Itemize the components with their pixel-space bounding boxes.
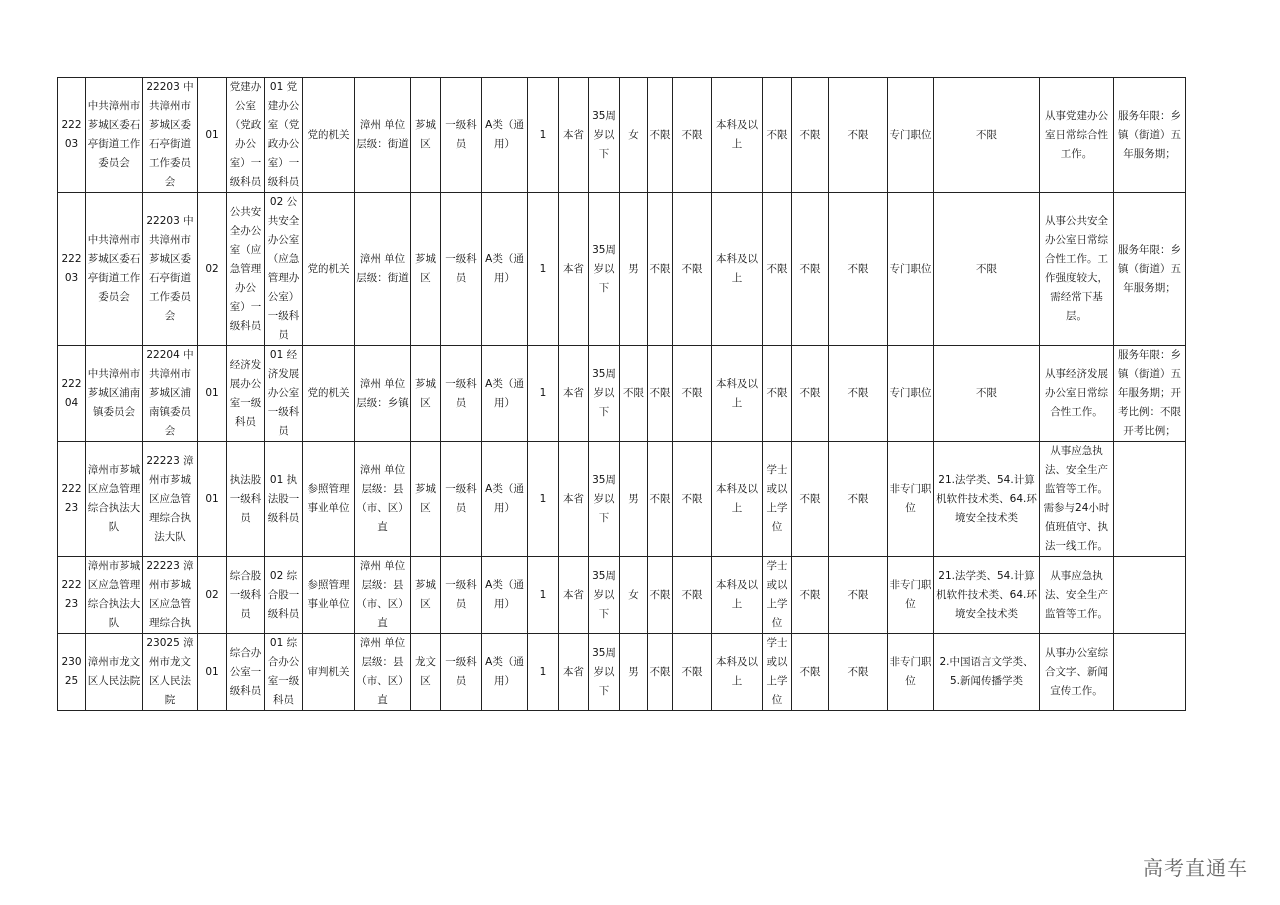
table-cell: A类（通用） [482, 634, 528, 711]
table-cell: 不限 [829, 442, 888, 557]
table-cell: 女 [620, 557, 648, 634]
table-cell: 1 [528, 193, 559, 346]
table-cell: 本省 [559, 634, 589, 711]
table-cell: 学士或以上学位 [763, 557, 792, 634]
table-cell: 党的机关 [303, 346, 355, 442]
table-cell: 不限 [648, 193, 673, 346]
table-cell: 非专门职位 [888, 634, 934, 711]
table-cell: 本科及以上 [712, 634, 763, 711]
table-cell: 不限 [673, 557, 712, 634]
table-cell: 1 [528, 78, 559, 193]
table-cell: 参照管理事业单位 [303, 442, 355, 557]
table-cell: 35周岁以下 [589, 442, 620, 557]
table-cell: 不限 [763, 346, 792, 442]
table-cell: 从事办公室综合文字、新闻宣传工作。 [1040, 634, 1114, 711]
table-cell: 本省 [559, 193, 589, 346]
table-cell: 不限 [792, 442, 829, 557]
table-cell: 不限 [648, 634, 673, 711]
table-cell: 23025 漳州市龙文区人民法院 [143, 634, 198, 711]
table-cell: 不限 [763, 193, 792, 346]
table-cell: 综合办公室一级科员 [227, 634, 265, 711]
table-cell: 一级科员 [441, 634, 482, 711]
table-cell: 一级科员 [441, 442, 482, 557]
table-cell: 女 [620, 78, 648, 193]
table-cell: 服务年限：乡镇（街道）五年服务期； [1114, 193, 1186, 346]
table-row [58, 557, 1186, 634]
recruitment-table [57, 77, 1186, 711]
table-cell: 35周岁以下 [589, 78, 620, 193]
table-cell: 漳州市芗城区应急管理综合执法大队 [86, 442, 143, 557]
table-cell: 龙文区 [411, 634, 441, 711]
table-cell: 漳州 单位层级：乡镇 [355, 346, 411, 442]
table-cell: 专门职位 [888, 78, 934, 193]
table-cell: 02 [198, 193, 227, 346]
table-cell: 不限 [673, 634, 712, 711]
table-cell: 01 [198, 634, 227, 711]
table-row [58, 193, 1186, 346]
table-cell: 01 党建办公室（党政办公室）一级科员 [265, 78, 303, 193]
table-cell: 漳州 单位层级：县（市、区）直 [355, 442, 411, 557]
table-cell: 从事党建办公室日常综合性工作。 [1040, 78, 1114, 193]
table-cell: 服务年限：乡镇（街道）五年服务期； [1114, 78, 1186, 193]
table-cell: 本省 [559, 78, 589, 193]
table-cell: 不限 [648, 78, 673, 193]
table-cell: 漳州 单位层级：县（市、区）直 [355, 557, 411, 634]
table-cell: 不限 [934, 193, 1040, 346]
table-cell: 22223 漳州市芗城区应急管理综合执 [143, 557, 198, 634]
table-cell: 漳州 单位层级：县（市、区）直 [355, 634, 411, 711]
table-cell: A类（通用） [482, 557, 528, 634]
table-cell: 22223 [58, 557, 86, 634]
table-cell: 一级科员 [441, 193, 482, 346]
table-cell: 中共漳州市芗城区委石亭街道工作委员会 [86, 78, 143, 193]
table-cell: 1 [528, 557, 559, 634]
table-cell: 不限 [934, 78, 1040, 193]
table-cell: 综合股一级科员 [227, 557, 265, 634]
table-cell: 男 [620, 442, 648, 557]
table-cell: 不限 [792, 78, 829, 193]
table-cell: 本省 [559, 346, 589, 442]
table-cell: 21.法学类、54.计算机软件技术类、64.环境安全技术类 [934, 442, 1040, 557]
table-cell: 芗城区 [411, 442, 441, 557]
table-cell: 35周岁以下 [589, 193, 620, 346]
table-cell: 专门职位 [888, 346, 934, 442]
table-cell: 中共漳州市芗城区委石亭街道工作委员会 [86, 193, 143, 346]
table-cell: 党的机关 [303, 78, 355, 193]
table-cell: 不限 [792, 193, 829, 346]
table-cell: 01 经济发展办公室一级科员 [265, 346, 303, 442]
table-row [58, 346, 1186, 442]
table-row [58, 634, 1186, 711]
table-cell: 22204 [58, 346, 86, 442]
watermark: 高考直通车 [1143, 856, 1248, 880]
table-cell: 不限 [673, 78, 712, 193]
table-cell: A类（通用） [482, 193, 528, 346]
table-cell: 芗城区 [411, 346, 441, 442]
table-cell: 芗城区 [411, 78, 441, 193]
table-cell: 本科及以上 [712, 442, 763, 557]
table-cell [1114, 442, 1186, 557]
table-cell: 不限 [934, 346, 1040, 442]
table-cell [1114, 634, 1186, 711]
table-cell: 1 [528, 346, 559, 442]
table-cell: A类（通用） [482, 442, 528, 557]
table-cell: 35周岁以下 [589, 557, 620, 634]
table-cell: 不限 [792, 346, 829, 442]
table-cell: 从事公共安全办公室日常综合性工作。工作强度较大，需经常下基层。 [1040, 193, 1114, 346]
table-cell: 男 [620, 193, 648, 346]
table-cell: A类（通用） [482, 346, 528, 442]
table-cell: 22203 中共漳州市芗城区委石亭街道工作委员会 [143, 78, 198, 193]
table-cell: 从事应急执法、安全生产监管等工作。 [1040, 557, 1114, 634]
table-cell: 不限 [648, 442, 673, 557]
table-cell: 02 公共安全办公室（应急管理办公室）一级科员 [265, 193, 303, 346]
table-cell: 22203 [58, 193, 86, 346]
table-cell: 经济发展办公室一级科员 [227, 346, 265, 442]
table-cell: 芗城区 [411, 557, 441, 634]
table-cell: 本科及以上 [712, 78, 763, 193]
table-cell: 本省 [559, 442, 589, 557]
table-cell: 一级科员 [441, 557, 482, 634]
table-cell: 执法股一级科员 [227, 442, 265, 557]
table-cell: 01 [198, 442, 227, 557]
table-cell: 不限 [763, 78, 792, 193]
table-cell: 不限 [829, 557, 888, 634]
table-cell: 不限 [620, 346, 648, 442]
table-cell: 一级科员 [441, 346, 482, 442]
table-cell: 不限 [792, 634, 829, 711]
table-cell: 不限 [648, 346, 673, 442]
table-cell: 本科及以上 [712, 193, 763, 346]
table-cell: 22203 中共漳州市芗城区委石亭街道工作委员会 [143, 193, 198, 346]
table-cell: 不限 [673, 346, 712, 442]
table-row [58, 78, 1186, 193]
table-cell: 不限 [829, 634, 888, 711]
table-cell: 1 [528, 442, 559, 557]
table-cell: 01 [198, 78, 227, 193]
table-cell: 不限 [673, 442, 712, 557]
table-row [58, 442, 1186, 557]
table-cell: 01 执法股一级科员 [265, 442, 303, 557]
table-cell: 本科及以上 [712, 557, 763, 634]
table-cell: 中共漳州市芗城区浦南镇委员会 [86, 346, 143, 442]
table-cell: 35周岁以下 [589, 634, 620, 711]
table-cell: 2.中国语言文学类、5.新闻传播学类 [934, 634, 1040, 711]
table-cell: 不限 [792, 557, 829, 634]
table-cell: 22223 漳州市芗城区应急管理综合执法大队 [143, 442, 198, 557]
table-cell: 本科及以上 [712, 346, 763, 442]
table-cell: 01 综合办公室一级科员 [265, 634, 303, 711]
table-cell: 一级科员 [441, 78, 482, 193]
table-cell: 02 综合股一级科员 [265, 557, 303, 634]
table-cell: 专门职位 [888, 193, 934, 346]
table-cell [1114, 557, 1186, 634]
table-cell: 党的机关 [303, 193, 355, 346]
table-cell: 漳州市龙文区人民法院 [86, 634, 143, 711]
table-cell: 22203 [58, 78, 86, 193]
table-cell: 从事应急执法、安全生产监管等工作。需参与24小时值班值守、执法一线工作。 [1040, 442, 1114, 557]
table-cell: 1 [528, 634, 559, 711]
table-cell: 不限 [829, 193, 888, 346]
table-cell: 芗城区 [411, 193, 441, 346]
table-cell: 漳州 单位层级：街道 [355, 78, 411, 193]
table-cell: 非专门职位 [888, 442, 934, 557]
table-cell: 02 [198, 557, 227, 634]
table-cell: 不限 [673, 193, 712, 346]
table-cell: 不限 [829, 78, 888, 193]
table-cell: 35周岁以下 [589, 346, 620, 442]
table-cell: 22204 中共漳州市芗城区浦南镇委员会 [143, 346, 198, 442]
table-cell: 非专门职位 [888, 557, 934, 634]
table-cell: 服务年限：乡镇（街道）五年服务期；开考比例：不限开考比例； [1114, 346, 1186, 442]
table-cell: 男 [620, 634, 648, 711]
table-cell: A类（通用） [482, 78, 528, 193]
table-cell: 漳州市芗城区应急管理综合执法大队 [86, 557, 143, 634]
table-cell: 01 [198, 346, 227, 442]
table-cell: 党建办公室（党政办公室）一级科员 [227, 78, 265, 193]
table-cell: 漳州 单位层级：街道 [355, 193, 411, 346]
table-cell: 从事经济发展办公室日常综合性工作。 [1040, 346, 1114, 442]
table-cell: 学士或以上学位 [763, 634, 792, 711]
table-cell: 学士或以上学位 [763, 442, 792, 557]
table-cell: 23025 [58, 634, 86, 711]
table-cell: 22223 [58, 442, 86, 557]
table-cell: 不限 [648, 557, 673, 634]
table-cell: 不限 [829, 346, 888, 442]
table-cell: 公共安全办公室（应急管理办公室）一级科员 [227, 193, 265, 346]
table-cell: 审判机关 [303, 634, 355, 711]
table-cell: 21.法学类、54.计算机软件技术类、64.环境安全技术类 [934, 557, 1040, 634]
table-cell: 参照管理事业单位 [303, 557, 355, 634]
table-cell: 本省 [559, 557, 589, 634]
